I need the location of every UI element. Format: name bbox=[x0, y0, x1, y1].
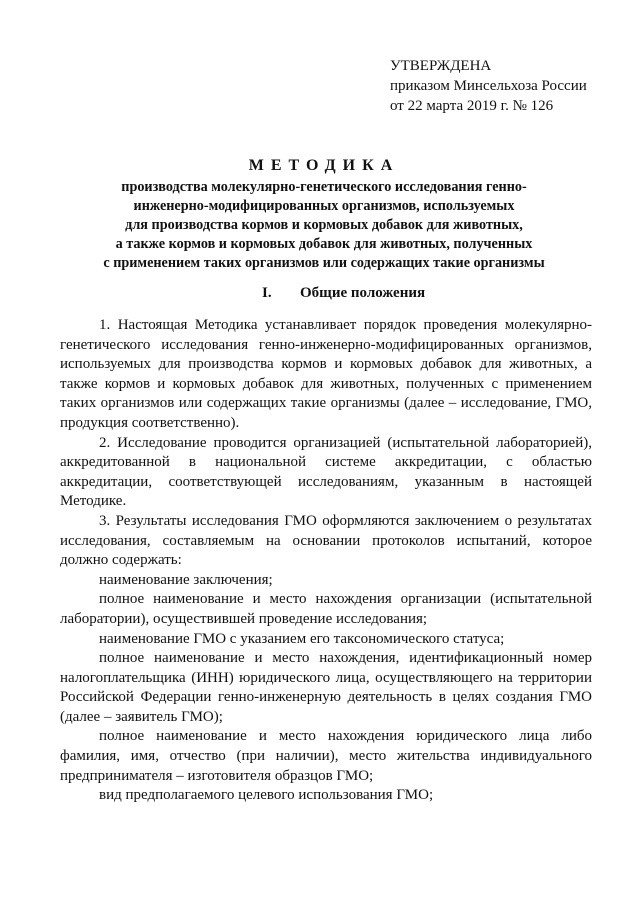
title-line: для производства кормов и кормовых добавок для животных, bbox=[125, 217, 523, 233]
title-line: а также кормов и кормовых добавок для животных, полученных bbox=[115, 236, 533, 252]
approval-heading: УТВЕРЖДЕНА bbox=[390, 58, 492, 74]
approval-stamp bbox=[390, 56, 587, 116]
paragraph: 2. Исследование проводится организацией (испытательной лабораторией), аккредитованной в национальной системе аккредитации, с областью аккредитации, соответствующей исследованиям, указанным в настоящей Методике. bbox=[60, 434, 592, 510]
approval-order: приказом Минсельхоза России bbox=[390, 78, 587, 94]
list-item: наименование заключения; bbox=[99, 571, 273, 588]
title-line: с применением таких организмов или содержащих такие организмы bbox=[103, 255, 545, 271]
list-item: полное наименование и место нахождения, идентификационный номер налогоплательщика (ИНН) юридического лица, осуществляющего на территории Российской Федерации генно-инженерную деятельность в целях создания ГМО (далее – заявитель ГМО); bbox=[60, 650, 592, 725]
title-line: инженерно-модифицированных организмов, используемых bbox=[133, 198, 515, 214]
title-main: МЕТОДИКА bbox=[248, 157, 400, 174]
paragraph: 1. Настоящая Методика устанавливает порядок проведения молекулярно-генетического исследования генно-инженерно-модифицированных организмов, используемых для производства кормов и кормовых добавок для животных, а также кормов и кормовых добавок для животных, полученных с применением таких организмов или содержащих такие организмы (далее – исследование, ГМО, продукция соответственно). bbox=[60, 317, 592, 431]
list-item: наименование ГМО с указанием его таксономического статуса; bbox=[99, 630, 505, 647]
approval-date: от 22 марта 2019 г. № 126 bbox=[390, 98, 554, 114]
section-number: I. bbox=[262, 285, 272, 301]
list-item: полное наименование и место нахождения юридического лица либо фамилия, имя, отчество (при наличии), место жительства индивидуального предпринимателя – изготовителя образцов ГМО; bbox=[60, 728, 592, 784]
document-title bbox=[40, 155, 608, 273]
title-line: производства молекулярно-генетического исследования генно- bbox=[121, 179, 527, 195]
list-item: вид предполагаемого целевого использования ГМО; bbox=[99, 787, 434, 804]
list-item: полное наименование и место нахождения организации (испытательной лаборатории), осуществившей проведение исследования; bbox=[60, 591, 592, 627]
document-body bbox=[60, 316, 592, 806]
paragraph: 3. Результаты исследования ГМО оформляются заключением о результатах исследования, составляемым на основании протоколов испытаний, которое должно содержать: bbox=[60, 512, 592, 569]
section-title: Общие положения bbox=[300, 285, 426, 301]
section-heading bbox=[262, 285, 425, 302]
